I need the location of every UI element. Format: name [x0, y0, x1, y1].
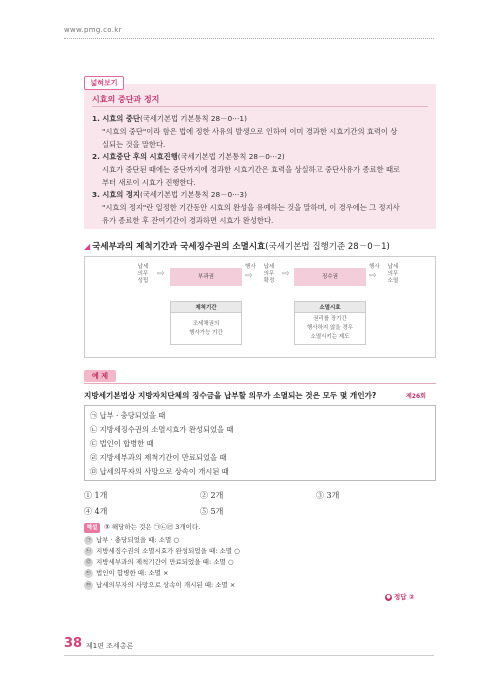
- diagram-heading: [84, 240, 390, 252]
- box-assessment-right: 부과권: [170, 268, 242, 286]
- answer-dot-icon: ●: [386, 593, 391, 600]
- prescription-head: 소멸시효: [294, 301, 366, 313]
- item-body: "시효의 중단"이라 함은 법에 정한 사유의 발생으로 인하여 이미 경과한 시효기간의 효력이 상: [102, 127, 398, 136]
- answer-choice[interactable]: ④ 4개: [84, 507, 108, 516]
- question-text: 지방세기본법상 지방자치단체의 징수금을 납부할 의무가 소멸되는 것은 모두 몇 개인가?: [84, 391, 377, 400]
- node-extinction: 납세 의무 소멸: [387, 264, 399, 284]
- option-item: ㉣ 지방세부과의 제척기간이 만료되었을 때: [90, 453, 227, 462]
- arrow-right-icon: ⇨: [282, 269, 290, 279]
- item-heading: 시효의 정지: [102, 190, 140, 199]
- site-url: www.pmg.co.kr: [64, 26, 122, 34]
- diagram-ref: (국세기본법 집행기준 28－0－1): [265, 242, 390, 252]
- solution-tag: 해설: [84, 523, 100, 533]
- node-establishment: 납세 의무 성립: [137, 264, 149, 284]
- item-ref: (국세기본법 기본통칙 28－0⋯3): [139, 190, 247, 199]
- example-tag: 예 제: [84, 370, 116, 382]
- answer-choice[interactable]: ② 2개: [200, 491, 224, 500]
- item-heading: 시효의 중단: [102, 114, 140, 123]
- solution-line: ㉢ 법인이 합병한 때: 소멸 ×: [85, 569, 169, 577]
- option-item: ㉠ 납부 · 충당되었을 때: [90, 411, 166, 420]
- triangle-bullet-icon: ◢: [84, 242, 91, 251]
- item-number: 2.: [92, 152, 100, 161]
- option-item: ㉢ 법인이 합병한 때: [90, 439, 154, 448]
- answer-choice[interactable]: ③ 3개: [316, 491, 340, 500]
- prescription-body: 권리를 장기간 행사하지 않을 경우 소멸시키는 제도: [294, 313, 366, 345]
- exclusion-period-body: 조세채권의 행사가능 기간: [170, 313, 242, 345]
- box-collection-right: 징수권: [294, 268, 366, 286]
- extension-item: [92, 112, 432, 151]
- item-body: 유가 종료한 후 잔여기간이 경과하면 시효가 완성한다.: [102, 216, 274, 225]
- option-item: ㉡ 지방세징수권의 소멸시효가 완성되었을 때: [90, 425, 234, 434]
- extension-item: [92, 150, 432, 189]
- extension-item: [92, 188, 432, 227]
- item-body: 시효가 중단된 때에는 중단까지에 경과한 시효기간은 효력을 상실하고 중단사유가 종료한 때로: [102, 165, 401, 174]
- chapter-title: 제1편 조세총론: [86, 642, 134, 650]
- item-heading: 시효중단 후의 시효진행: [102, 152, 178, 161]
- footer-divider: [64, 655, 434, 656]
- label-exercise: 행사: [245, 264, 256, 270]
- page-number: 38: [64, 636, 83, 651]
- header-divider: [64, 38, 434, 39]
- solution-line: ㉠ 납부 · 충당되었을 때: 소멸 ○: [85, 536, 180, 544]
- item-ref: (국세기본법 기본통칙 28－0⋯2): [177, 152, 285, 161]
- exclusion-period-head: 제척기간: [170, 301, 242, 313]
- item-body: "시효의 정지"란 일정한 기간동안 시효의 완성을 유예하는 것을 말하며, 이 경우에는 그 정지사: [102, 203, 400, 212]
- item-ref: (국세기본법 기본통칙 28－0⋯1): [139, 114, 247, 123]
- answer-choice[interactable]: ⑤ 5개: [200, 507, 224, 516]
- solution-line: ㉣ 지방세부과의 제척기간이 만료되었을 때: 소멸 ○: [85, 558, 234, 566]
- node-confirmation: 납세 의무 확정: [263, 264, 275, 284]
- arrow-right-icon: ⇨: [157, 269, 165, 279]
- item-body: 실되는 것을 말한다.: [102, 140, 166, 149]
- question-source: 제26회: [406, 393, 426, 400]
- arrow-right-icon: ⇨: [369, 271, 377, 281]
- solution-intro: ③ 해당하는 것은 ㉠㉡㉣ 3개이다.: [104, 523, 201, 531]
- item-body: 부터 새로이 시효가 진행한다.: [102, 178, 196, 187]
- extension-tag: 넓혀보기: [84, 76, 124, 90]
- solution-line: ㉤ 납세의무자의 사망으로 상속이 개시된 때: 소멸 ×: [85, 581, 236, 589]
- label-exercise: 행사: [369, 264, 380, 270]
- correct-answer: ● 정답 ②: [386, 593, 415, 601]
- diagram-title: 국세부과의 제척기간과 국세징수권의 소멸시효: [92, 242, 266, 252]
- option-item: ㉤ 납세의무자의 사망으로 상속이 개시된 때: [90, 467, 229, 476]
- example-divider: [84, 383, 436, 384]
- item-number: 1.: [92, 114, 100, 123]
- answer-choice[interactable]: ① 1개: [84, 491, 108, 500]
- arrow-right-icon: ⇨: [245, 271, 253, 281]
- solution-line: ㉡ 지방세징수권의 소멸시효가 완성되었을 때: 소멸 ○: [85, 547, 240, 555]
- extension-title: 시효의 중단과 정지: [92, 95, 160, 104]
- item-number: 3.: [92, 190, 100, 199]
- extension-divider: [92, 106, 428, 107]
